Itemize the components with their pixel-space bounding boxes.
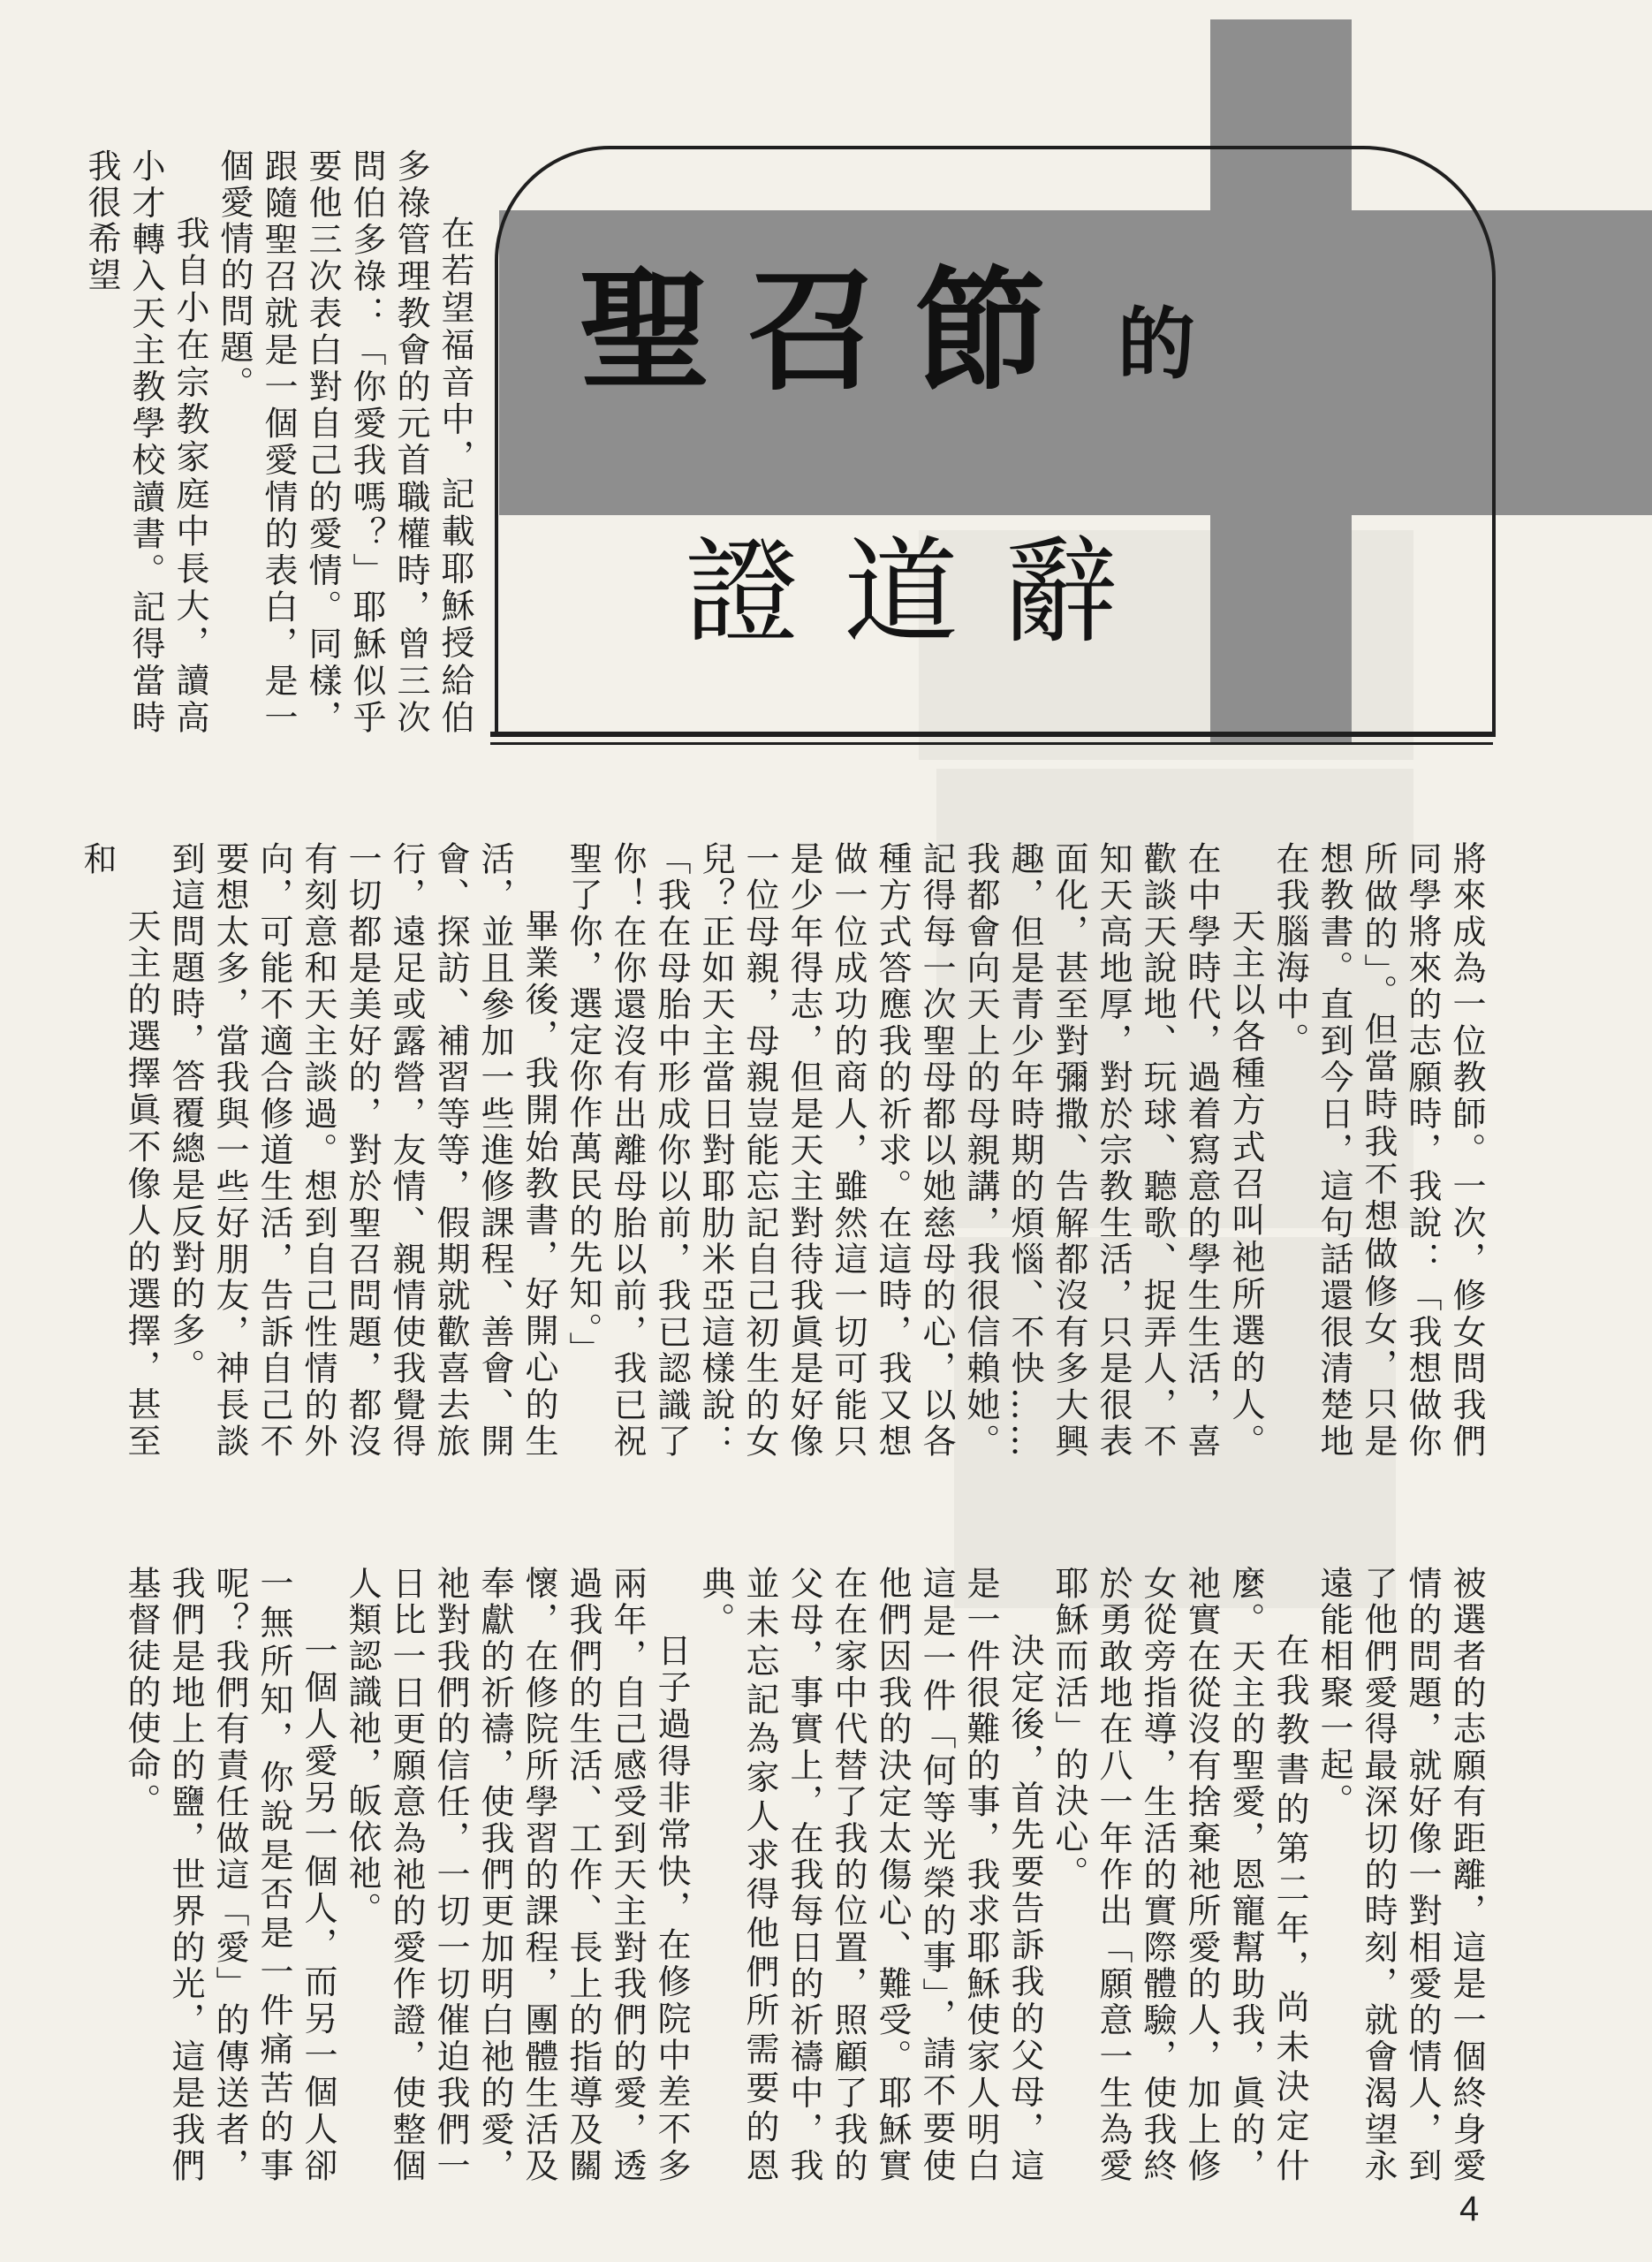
text-column-bottom [124,1566,1489,2184]
title-char-jie: 節 [914,254,1048,409]
title-char-dao: 道 [844,525,959,659]
paragraph: 畢業後，我開始教書，好開心的生活，並且參加一些進修課程、善會、開會、探訪、補習等等，假期就歡喜去旅行，遠足或露營，友情、親情使我覺得一切都是美好的，對於聖召問題，都沒有刻意和天主談過。想到自己性情的外向，可能不適合修道生活，告訴自己不要想太多，當我與一些好朋友，神長談到這問題時，答覆總是反對的多。 [166,841,558,1460]
paragraph: 決定後，首先要告訴我的父母，這是一件很難的事，我求耶穌使家人明白這是一件「何等光榮的事」，請不要使他們因我的決定太傷心、難受。耶穌實在在家中代替了我的位置，照顧了我的父母，事實上，在我每日的祈禱中，我並未忘記為家人求得他們所需要的恩典。 [696,1566,1044,2184]
paragraph: 在我教書的第二年，尚未決定什麼。天主的聖愛，恩寵幫助我，眞的，祂實在從沒有捨棄祂所愛的人，加上修女從旁指導，生活的實際體驗，使我終於勇敢地在八一年作出「願意一生為愛耶穌而活」的決心。 [1050,1566,1309,2184]
title-char-zheng: 證 [685,525,800,659]
paragraph: 天主以各種方式召叫祂所選的人。在中學時代，過着寫意的學生生活，喜歡談天說地、玩球、聽歌、捉弄人，不知天高地厚，對於宗教生活，只是很表面化，甚至對彌撒、告解都沒有多大興趣，但是青少年時期的煩惱、不快……我都會向天上的母親講，我很信賴她。記得每一次聖母都以她慈母的心，以各種方式答應我的祈求。在這時，我又想做一位成功的商人，雖然這一切可能只是少年得志，但是天主對待我眞是好像一位母親，母親豈能忘記自己初生的女兒？正如天主當日對耶肋米亞這樣說：「我在母胎中形成你以前，我已認識了你！在你還沒有出離母胎以前，我已祝聖了你，選定你作萬民的先知。」 [564,841,1265,1460]
text-column-middle [78,841,1489,1460]
paragraph: 在若望福音中，記載耶穌授給伯多祿管理教會的元首職權時，曾三次問伯多祿：「你愛我嗎？」耶穌似乎要他三次表白對自己的愛情。同樣，跟隨聖召就是一個愛情的表白，是一個愛情的問題。 [215,148,474,736]
title-frame-rule [490,732,1493,737]
page-number: 4 [1459,2190,1480,2228]
title-frame [495,146,1496,737]
paragraph: 日子過得非常快，在修院中差不多兩年，自己感受到天主對我們的愛，透過我們的生活、工作、長上的指導及關懷，在修院所學習的課程，團體生活及奉獻的祈禱，使我們更加明白祂的愛，祂對我們的信任，一切一切催迫我們一日比一日更願意為祂的愛作證，使整個人類認識祂，皈依祂。 [343,1566,691,2184]
paragraph: 將來成為一位教師。一次，修女問我們同學將來的志願時，我說：「我想做你所做的」。但當時我不想做修女，只是想教書。直到今日，這句話還很清楚地在我腦海中。 [1270,841,1486,1460]
title-char-sheng: 聖 [579,254,712,409]
title-char-zhao: 召 [746,254,880,409]
text-column-upper-left [82,148,477,736]
title-char-ci: 辭 [1003,525,1118,659]
title-frame-rule-thin [490,742,1493,745]
paragraph: 被選者的志願有距離，這是一個終身愛情的問題，就好像一對相愛的情人，到了他們愛得最深切的時刻，就會渴望永遠能相聚一起。 [1315,1566,1486,2184]
paragraph: 我自小在宗教家庭中長大，讀高小才轉入天主教學校讀書。記得當時我很希望 [82,148,209,736]
title-particle: 的 [1118,298,1196,390]
paragraph: 天主的選擇眞不像人的選擇，甚至和 [78,841,161,1460]
paragraph: 一個人愛另一個人，而另一個人卻一無所知，你說是否是一件痛苦的事呢？我們有責任做這「愛」的傳送者，我們是地上的鹽，世界的光，這是我們基督徒的使命。 [122,1566,337,2184]
